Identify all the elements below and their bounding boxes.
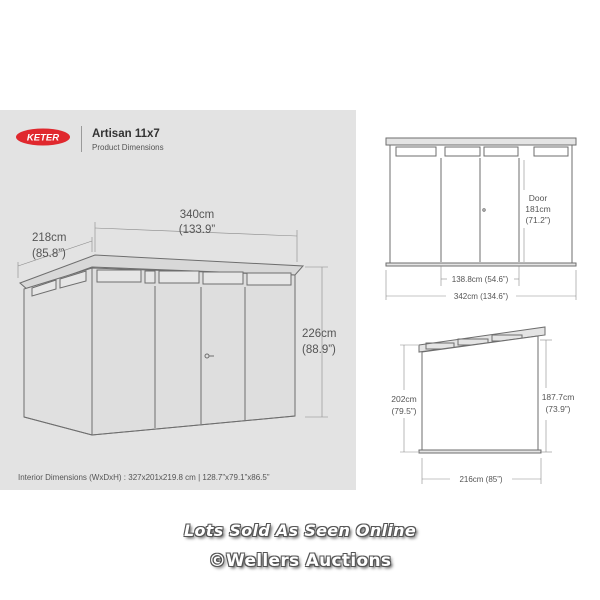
height-cm-label: 226cm [302, 328, 337, 340]
side-wall [422, 336, 538, 450]
height-in-label: (88.9”) [302, 344, 336, 356]
side-front-height-cm: 202cm [391, 394, 417, 404]
total-width-label: 342cm (134.6”) [453, 292, 509, 301]
side-rear-height-cm: 187.7cm [541, 392, 575, 402]
door-label: Door [528, 193, 548, 203]
width-cm-label: 340cm [179, 209, 215, 221]
watermark-line1: Lots Sold As Seen Online [183, 521, 417, 540]
front-roof [386, 138, 576, 145]
logo-text: KETER [26, 132, 60, 144]
side-depth-label: 216cm (85”) [459, 475, 503, 484]
watermark-line2: ©Wellers Auctions [208, 551, 392, 571]
product-title: Artisan 11x7 [92, 128, 160, 140]
door-width-label: 138.8cm (54.6”) [451, 275, 509, 284]
side-base [419, 450, 541, 453]
side-front-height-in: (79.5”) [391, 406, 417, 416]
transom-window [247, 273, 291, 285]
transom-window [203, 272, 243, 284]
transom-window [145, 271, 155, 283]
shed-perspective [20, 255, 303, 435]
transom-window [159, 271, 199, 283]
shed-front-wall [92, 268, 295, 435]
door-height-in: (71.2”) [525, 215, 551, 225]
width-in-label: (133.9” [178, 224, 216, 236]
transom-window [97, 270, 141, 282]
side-rear-height-in: (73.9”) [545, 404, 571, 414]
shed-side-elevation [419, 327, 545, 453]
depth-cm-label: 218cm [32, 232, 67, 244]
shed-front-elevation [386, 138, 576, 266]
front-base [386, 263, 576, 266]
interior-dimensions: Interior Dimensions (WxDxH) : 327x201x219.8 cm | 128.7”x79.1”x86.5” [18, 473, 270, 482]
depth-in-label: (85.8”) [32, 248, 66, 260]
door-height-cm: 181cm [525, 204, 551, 214]
product-subtitle: Product Dimensions [92, 143, 164, 152]
